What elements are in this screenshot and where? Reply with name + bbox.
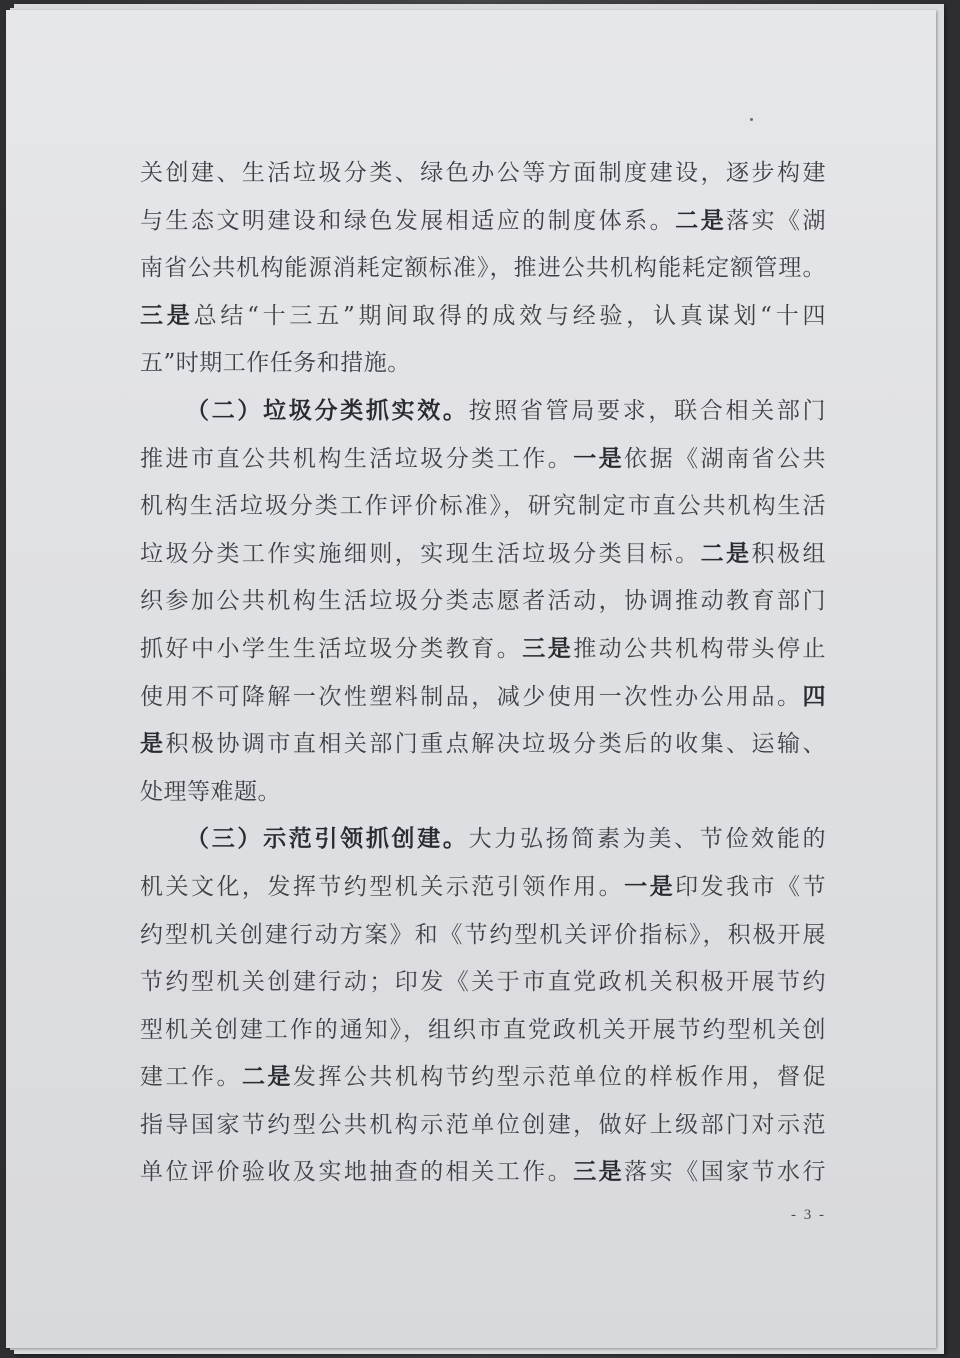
bold-keyword: 一是 bbox=[573, 445, 625, 472]
text-segment: 按照省管局要求，联合相关部门 bbox=[468, 397, 826, 424]
bold-keyword: （三）示范引领抓创建。 bbox=[186, 826, 469, 853]
text-line bbox=[140, 388, 826, 436]
bold-keyword: 二是 bbox=[700, 540, 752, 567]
text-line bbox=[140, 959, 826, 1007]
text-segment: 推进市直公共机构生活垃圾分类工作。 bbox=[140, 445, 574, 472]
text-segment: 印发我市《节 bbox=[675, 873, 827, 900]
text-segment: 关创建、生活垃圾分类、绿色办公等方面制度建设，逐步构建 bbox=[140, 160, 826, 186]
text-line bbox=[140, 674, 826, 722]
text-line bbox=[140, 340, 826, 388]
text-line bbox=[140, 1054, 826, 1102]
text-line bbox=[140, 1102, 826, 1150]
text-segment: 五”时期工作任务和措施。 bbox=[140, 350, 411, 377]
bold-keyword: 三是 bbox=[522, 635, 574, 662]
text-segment: 依据《湖南省公共 bbox=[624, 445, 827, 472]
text-segment: 积极组 bbox=[751, 540, 827, 567]
text-segment: 大力弘扬简素为美、节俭效能的 bbox=[468, 826, 826, 853]
text-line bbox=[140, 769, 826, 817]
text-segment: 积极协调市直相关部门重点解决垃圾分类后的收集、运输、 bbox=[165, 731, 827, 758]
document-page bbox=[6, 10, 936, 1348]
bold-keyword: 三是 bbox=[573, 1159, 625, 1186]
text-segment: 与生态文明建设和绿色发展相适应的制度体系。 bbox=[140, 207, 676, 234]
text-segment: 抓好中小学生生活垃圾分类教育。 bbox=[140, 635, 523, 662]
paper-speck bbox=[750, 118, 753, 121]
bold-keyword: 是 bbox=[140, 731, 166, 758]
text-segment: 型机关创建工作的通知》，组织市直党政机关开展节约型机关创 bbox=[140, 1016, 826, 1043]
text-segment: 处理等难题。 bbox=[140, 778, 281, 805]
text-line bbox=[140, 198, 826, 246]
text-line bbox=[140, 626, 826, 674]
text-segment: 使用不可降解一次性塑料制品，减少使用一次性办公用品。 bbox=[140, 683, 803, 710]
text-line bbox=[140, 245, 826, 293]
text-segment: 垃圾分类工作实施细则，实现生活垃圾分类目标。 bbox=[140, 540, 701, 567]
text-segment: 机构生活垃圾分类工作评价标准》，研究制定市直公共机构生活 bbox=[140, 493, 826, 520]
text-line bbox=[140, 150, 826, 198]
text-line bbox=[140, 531, 826, 579]
text-line bbox=[140, 483, 826, 531]
text-segment: 推动公共机构带头停止 bbox=[573, 635, 827, 662]
bold-keyword: 四 bbox=[802, 683, 826, 710]
bold-keyword: （二）垃圾分类抓实效。 bbox=[186, 397, 469, 424]
text-line bbox=[140, 864, 826, 912]
text-line bbox=[140, 721, 826, 769]
text-segment: 发挥公共机构节约型示范单位的样板作用，督促 bbox=[292, 1064, 827, 1091]
text-segment: 节约型机关创建行动；印发《关于市直党政机关积极开展节约 bbox=[140, 969, 826, 996]
text-line bbox=[140, 912, 826, 960]
text-line bbox=[140, 293, 826, 341]
text-line bbox=[140, 1149, 826, 1197]
text-line bbox=[140, 816, 826, 864]
bold-keyword: 三是 bbox=[140, 302, 194, 329]
text-segment: 总结“十三五”期间取得的成效与经验，认真谋划“十四 bbox=[193, 302, 827, 329]
text-segment: 约型机关创建行动方案》和《节约型机关评价指标》，积极开展 bbox=[140, 921, 826, 948]
text-segment: 机关文化，发挥节约型机关示范引领作用。 bbox=[140, 873, 625, 900]
text-segment: 南省公共机构能源消耗定额标准》，推进公共机构能耗定额管理。 bbox=[140, 255, 826, 282]
bold-keyword: 一是 bbox=[624, 873, 676, 900]
text-line bbox=[140, 578, 826, 626]
text-line bbox=[140, 436, 826, 484]
text-segment: 织参加公共机构生活垃圾分类志愿者活动，协调推动教育部门 bbox=[140, 588, 826, 615]
text-line bbox=[140, 1007, 826, 1055]
text-segment: 落实《湖 bbox=[726, 207, 827, 234]
text-segment: 指导国家节约型公共机构示范单位创建，做好上级部门对示范 bbox=[140, 1111, 826, 1138]
text-segment: 建工作。 bbox=[140, 1064, 242, 1091]
bold-keyword: 二是 bbox=[241, 1064, 293, 1091]
document-body bbox=[140, 150, 826, 1197]
page-number: - 3 - bbox=[791, 1207, 826, 1223]
bold-keyword: 二是 bbox=[675, 207, 727, 234]
text-segment: 落实《国家节水行 bbox=[624, 1159, 827, 1186]
text-segment: 单位评价验收及实地抽查的相关工作。 bbox=[140, 1159, 574, 1186]
